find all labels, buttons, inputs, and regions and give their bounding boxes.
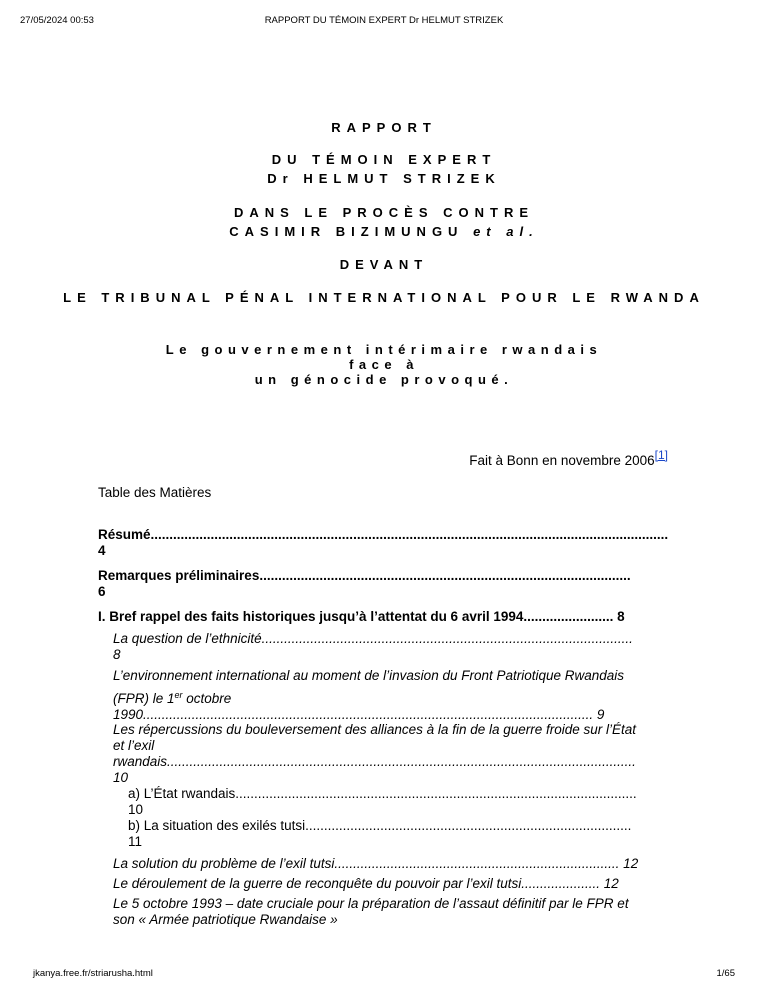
toc-ethnicite-page: 8 [113, 647, 121, 662]
toc-env-line1: L’environnement international au moment de l’invasion du Front Patriotique Rwandais [113, 668, 625, 683]
doc-title-tribunal: LE TRIBUNAL PÉNAL INTERNATIONAL POUR LE RWANDA [63, 290, 705, 305]
doc-title-author: Dr HELMUT STRIZEK [267, 171, 501, 186]
fait-a-bonn [469, 448, 668, 468]
toc-entry-solution[interactable]: La solution du problème de l’exil tutsi............................................................................ 12 [113, 856, 639, 871]
toc-entry-deroulement[interactable]: Le déroulement de la guerre de reconquête du pouvoir par l’exil tutsi..................... 12 [113, 876, 619, 891]
toc-oct5-line2: son « Armée patriotique Rwandaise » [113, 912, 338, 927]
toc-etat-page: 10 [128, 802, 144, 817]
toc-entry-etat-rwandais[interactable] [128, 786, 678, 818]
toc-env-sup: er [174, 690, 183, 700]
toc-env-line3: 1990........................................................................................................................ 9 [113, 707, 605, 722]
print-page-number: 1/65 [716, 968, 735, 979]
toc-rep-page: 10 [113, 770, 129, 785]
toc-entry-exiles-tutsi[interactable] [128, 818, 678, 850]
toc-entry-environnement[interactable] [113, 668, 678, 723]
toc-entry-remarques[interactable] [98, 568, 678, 600]
doc-title-defendant [0, 224, 768, 239]
toc-env-line2 [113, 687, 678, 707]
print-url: jkanya.free.fr/striarusha.html [33, 968, 153, 979]
toc-oct5-line1: Le 5 octobre 1993 – date cruciale pour la préparation de l’assaut définitif par le FPR et [113, 896, 629, 911]
toc-rep-line1: Les répercussions du bouleversement des alliances à la fin de la guerre froide sur l’État [113, 722, 637, 737]
toc-rep-line3: rwandais............................................................................................................................. [113, 754, 636, 769]
toc-exiles-page: 11 [128, 834, 143, 849]
doc-title-temoin: DU TÉMOIN EXPERT [271, 152, 497, 167]
defendant-etal: et al. [473, 224, 539, 239]
toc-entry-ethnicite[interactable] [113, 631, 678, 663]
print-header [0, 15, 768, 29]
toc-title: Table des Matières [98, 485, 212, 500]
toc-resume-text: Résumé.......................................................................................................................................... [98, 527, 669, 542]
doc-title-rapport: RAPPORT [331, 120, 437, 135]
print-title: RAPPORT DU TÉMOIN EXPERT Dr HELMUT STRIZEK [264, 15, 504, 26]
toc-entry-chapter-1[interactable]: I. Bref rappel des faits historiques jusqu’à l’attentat du 6 avril 1994........................ 8 [98, 609, 625, 624]
toc-remarques-text: Remarques préliminaires................................................................................................... [98, 568, 631, 583]
fait-text: Fait à Bonn en novembre 2006 [469, 453, 655, 468]
print-date: 27/05/2024 00:53 [20, 15, 94, 26]
toc-entry-resume[interactable] [98, 527, 678, 559]
doc-title-proces: DANS LE PROCÈS CONTRE [233, 205, 535, 220]
toc-entry-repercussions[interactable] [113, 722, 678, 786]
defendant-name: CASIMIR BIZIMUNGU [229, 224, 464, 239]
toc-env-line2-a: (FPR) le 1 [113, 691, 175, 706]
footnote-link[interactable]: [1] [654, 448, 668, 462]
toc-remarques-page: 6 [98, 584, 106, 599]
toc-ethnicite-text: La question de l’ethnicité................................................................................................... [113, 631, 633, 646]
doc-subtitle-1: Le gouvernement intérimaire rwandais [165, 342, 603, 357]
toc-rep-line2: et l’exil [113, 738, 155, 753]
toc-env-line2-b: octobre [182, 691, 232, 706]
toc-exiles-text: b) La situation des exilés tutsi....................................................................................... [128, 818, 632, 833]
doc-subtitle-2: face à [349, 357, 419, 372]
toc-entry-5-octobre[interactable] [113, 896, 678, 928]
toc-resume-page: 4 [98, 543, 106, 558]
doc-subtitle-3: un génocide provoqué. [254, 372, 514, 387]
doc-title-devant: DEVANT [339, 257, 429, 272]
toc-etat-text: a) L’État rwandais........................................................................................................... [128, 786, 637, 801]
